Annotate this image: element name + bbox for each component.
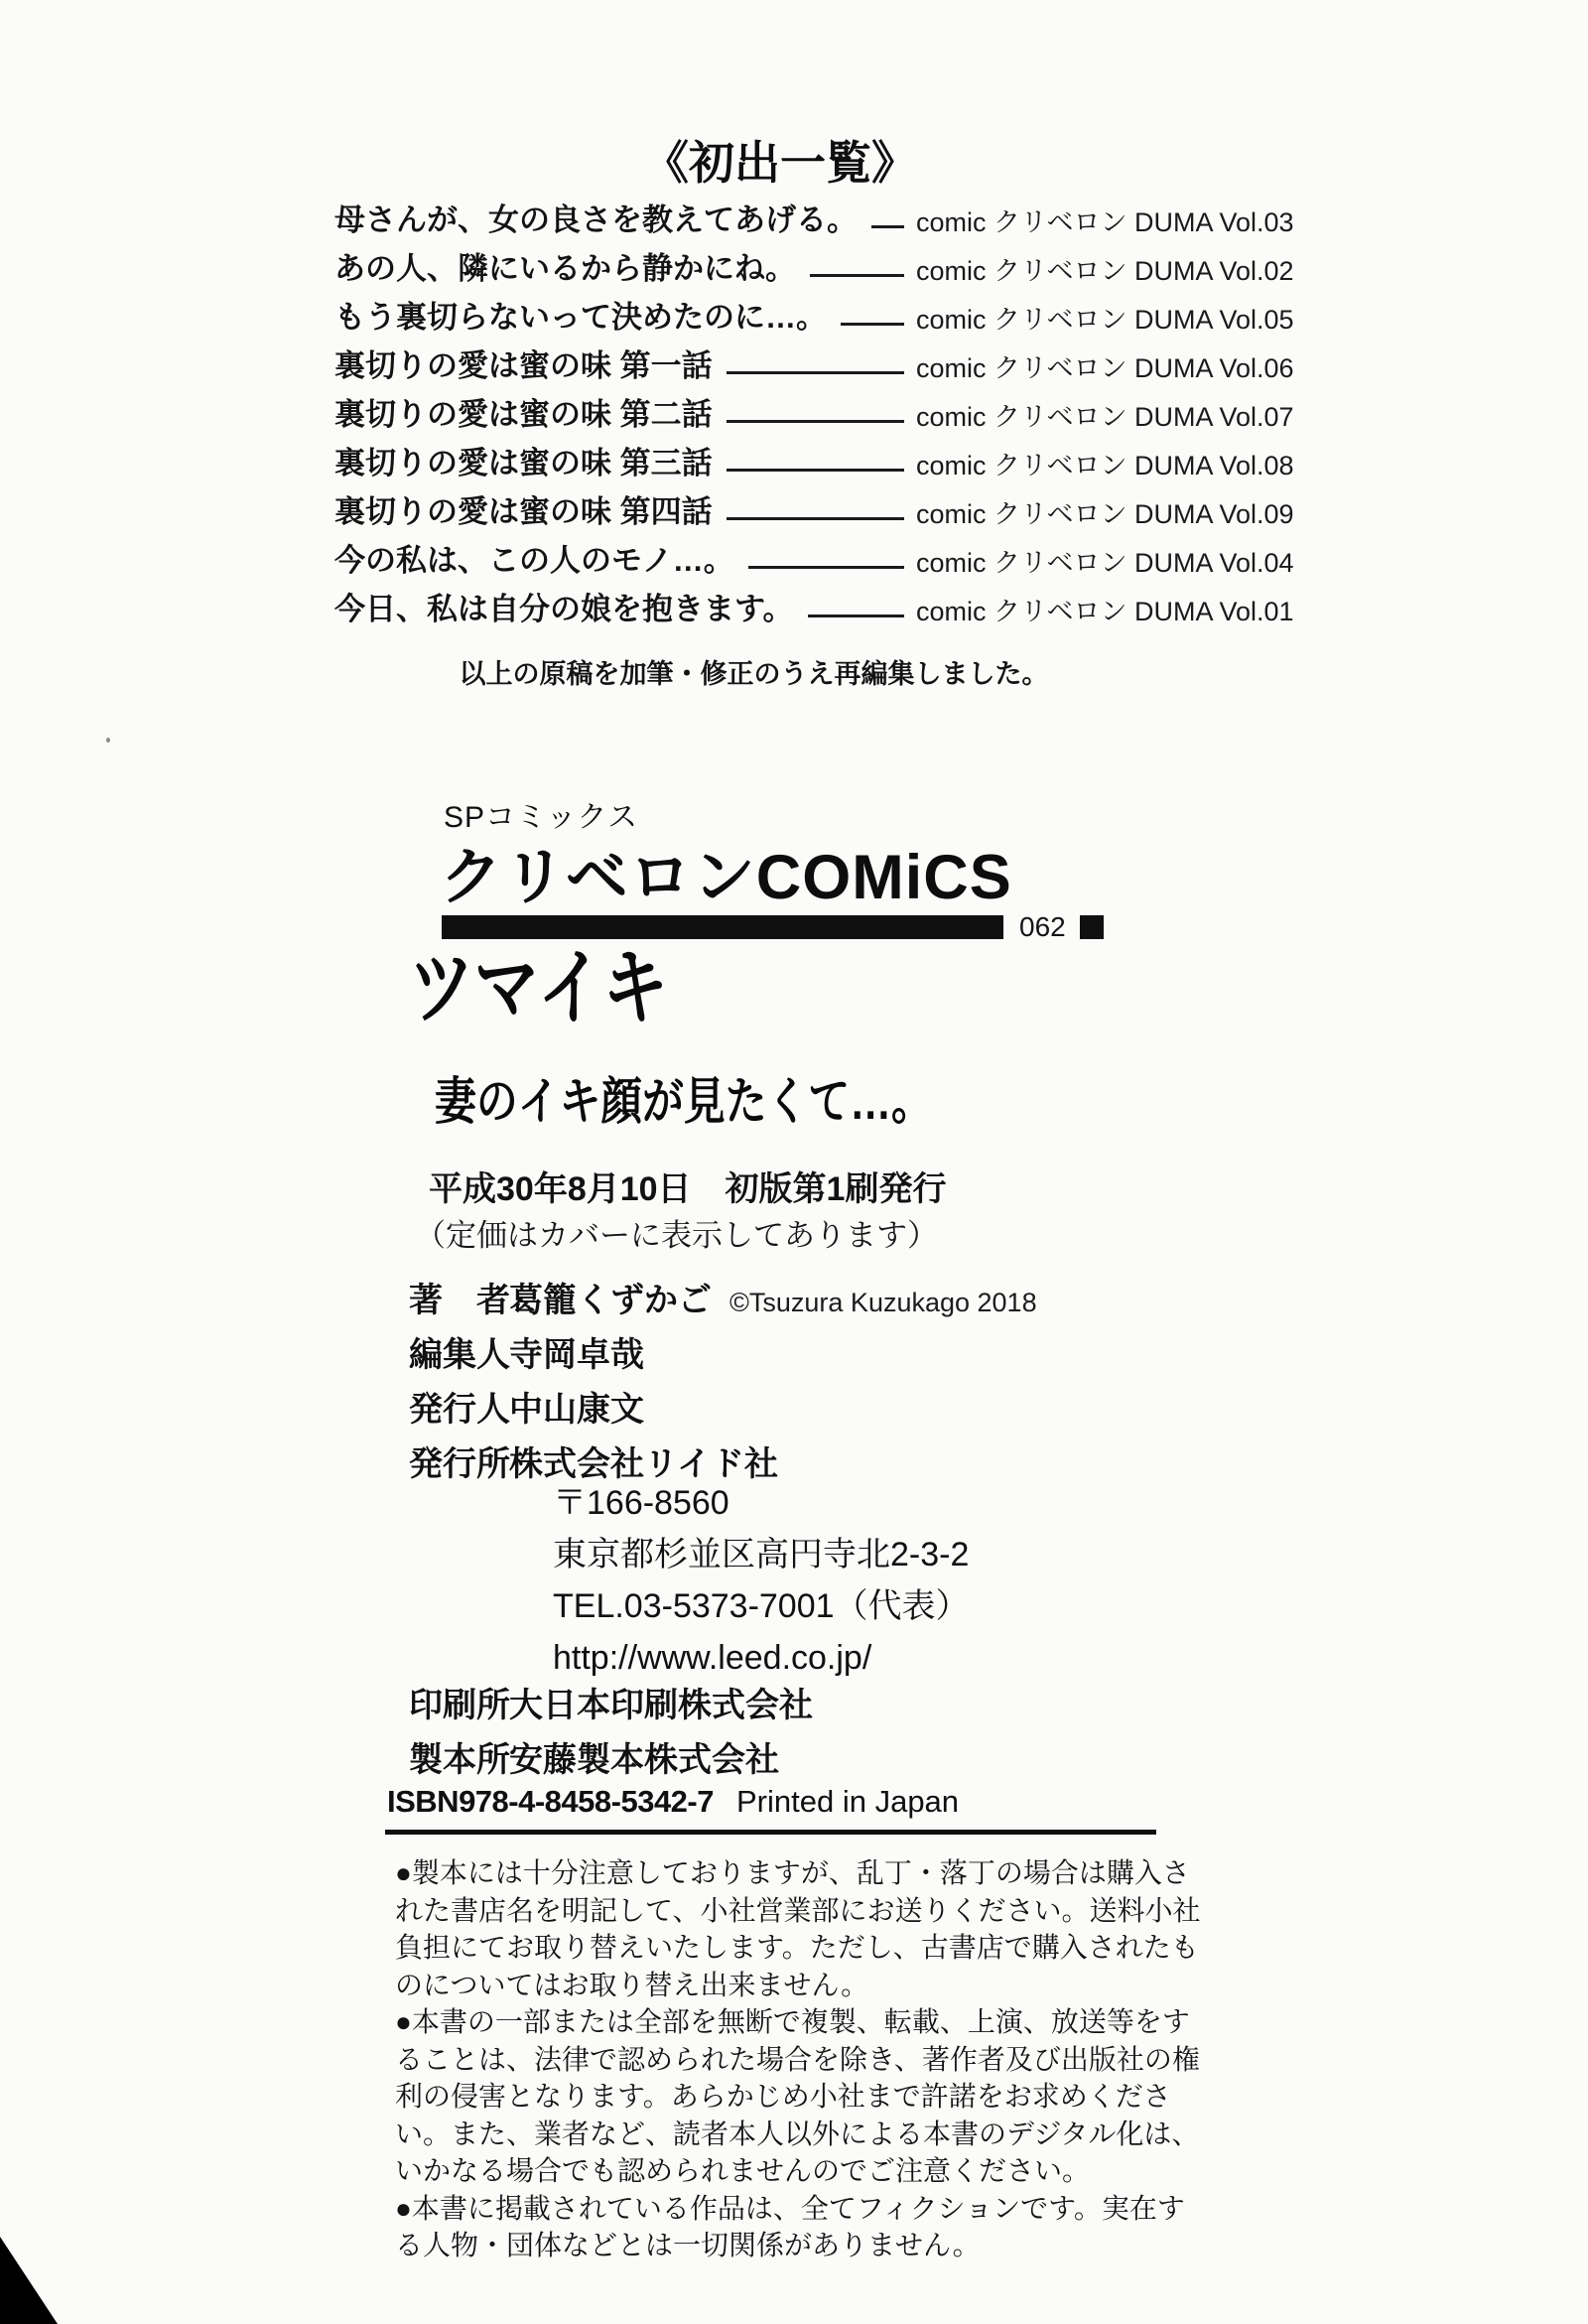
legal-notices [395, 1854, 1201, 2264]
publication-row [334, 397, 1294, 446]
publication-row [334, 300, 1294, 348]
publication-title: 今の私は、この人のモノ…。 [334, 543, 734, 578]
credit-value: 寺岡卓哉 [509, 1336, 644, 1374]
leader-line [727, 348, 904, 374]
publication-source: comic クリベロン DUMA Vol.06 [916, 353, 1294, 383]
first-publication-header: 《初出一覧》 [643, 137, 917, 189]
publication-row [334, 251, 1294, 300]
publication-row [334, 494, 1294, 543]
publication-title: 裏切りの愛は蜜の味 第三話 [334, 446, 713, 480]
copyright-notice: ©Tsuzura Kuzukago 2018 [729, 1288, 1037, 1317]
credit-label: 発行所 [409, 1445, 510, 1483]
leader-line [727, 446, 904, 472]
publication-title: 裏切りの愛は蜜の味 第四話 [334, 494, 713, 529]
series-label-large: クリベロンCOMiCS [440, 843, 1012, 912]
credit-label: 印刷所 [409, 1687, 510, 1724]
publication-source: comic クリベロン DUMA Vol.02 [916, 256, 1294, 286]
postal-code: 〒166-8560 [553, 1484, 729, 1522]
publication-row [334, 446, 1294, 494]
production-block [409, 1678, 813, 1787]
republication-note: 以上の原稿を加筆・修正のうえ再編集しました。 [459, 659, 1049, 689]
printed-in-japan: Printed in Japan [736, 1784, 960, 1819]
leader-line [748, 543, 904, 569]
credit-row-printer [409, 1678, 813, 1732]
publication-row [334, 203, 1294, 251]
publication-title: 裏切りの愛は蜜の味 第一話 [334, 348, 713, 383]
leader-line [808, 592, 904, 617]
publication-title: 裏切りの愛は蜜の味 第二話 [334, 397, 713, 432]
publication-source: comic クリベロン DUMA Vol.09 [916, 499, 1294, 529]
credit-label: 発行人 [409, 1391, 510, 1429]
leader-line [727, 494, 904, 520]
horizontal-rule [385, 1830, 1156, 1835]
credit-label: 著 者 [409, 1282, 510, 1319]
series-label-small: SPコミックス [444, 801, 639, 834]
credit-value: 安藤製本株式会社 [509, 1741, 779, 1779]
publication-row [334, 348, 1294, 397]
page-corner-mark [0, 2237, 58, 2324]
notice-fiction-disclaimer: ●本書に掲載されている作品は、全てフィクションです。実在する人物・団体などとは一切関係がありません。 [395, 2192, 1185, 2260]
first-publication-list [334, 203, 1294, 640]
publication-source: comic クリベロン DUMA Vol.08 [916, 451, 1294, 480]
publication-title: あの人、隣にいるから静かにね。 [334, 251, 796, 286]
credit-label: 編集人 [409, 1336, 510, 1374]
scan-speck [106, 738, 110, 743]
publication-source: comic クリベロン DUMA Vol.03 [916, 207, 1294, 237]
leader-line [871, 203, 904, 228]
book-title: ツマイキ [409, 941, 668, 1034]
credit-row-editor [409, 1327, 1037, 1382]
series-number: 062 [1019, 911, 1066, 942]
publication-title: 母さんが、女の良さを教えてあげる。 [334, 203, 858, 237]
notice-copyright: ●本書の一部または全部を無断で複製、転載、上演、放送等をすることは、法律で認められた場合を除き、著作者及び出版社の権利の侵害となります。あらかじめ小社まで許諾をお求めください。また、業者など、読者本人以外による本書のデジタル化は、いかなる場合でも認められませんのでご注意ください。 [395, 2006, 1200, 2186]
credits-block [409, 1273, 1037, 1491]
price-note: （定価はカバーに表示してあります） [415, 1218, 938, 1253]
credit-value: 株式会社リイド社 [509, 1445, 778, 1483]
leader-line [727, 397, 904, 423]
leader-line [810, 251, 904, 277]
black-square-icon [1080, 915, 1104, 939]
publication-source: comic クリベロン DUMA Vol.07 [916, 402, 1294, 432]
credit-row-author [409, 1273, 1037, 1327]
publication-title: もう裏切らないって決めたのに…。 [334, 300, 827, 335]
publication-row [334, 543, 1294, 592]
publication-source: comic クリベロン DUMA Vol.05 [916, 305, 1294, 335]
credit-value: 葛籠くずかご [509, 1282, 712, 1319]
isbn-number: ISBN978-4-8458-5342-7 [387, 1784, 714, 1819]
series-number-bar [442, 913, 1104, 941]
notice-binding-defects: ●製本には十分注意しておりますが、乱丁・落丁の場合は購入された書店名を明記して、小社営業部にお送りください。送料小社負担にてお取り替えいたします。ただし、古書店で購入されたものについてはお取り替え出来ません。 [395, 1857, 1201, 2000]
credit-value: 大日本印刷株式会社 [509, 1687, 813, 1724]
book-subtitle: 妻のイキ顔が見たくて…。 [435, 1073, 933, 1130]
edition-line: 平成30年8月10日 初版第1刷発行 [429, 1170, 947, 1208]
publisher-url: http://www.leed.co.jp/ [553, 1639, 872, 1677]
leader-line [841, 300, 904, 326]
phone-number: TEL.03-5373-7001（代表） [553, 1587, 970, 1625]
credit-row-binder [409, 1732, 813, 1787]
street-address: 東京都杉並区高円寺北2-3-2 [553, 1536, 970, 1573]
publication-source: comic クリベロン DUMA Vol.01 [916, 597, 1294, 626]
credit-value: 中山康文 [509, 1391, 644, 1429]
publication-row [334, 592, 1294, 640]
credit-row-publisher-person [409, 1382, 1037, 1436]
publication-title: 今日、私は自分の娘を抱きます。 [334, 592, 794, 626]
publisher-address-block [553, 1477, 970, 1684]
black-bar [442, 915, 1003, 939]
publication-source: comic クリベロン DUMA Vol.04 [916, 548, 1294, 578]
credit-label: 製本所 [409, 1741, 510, 1779]
